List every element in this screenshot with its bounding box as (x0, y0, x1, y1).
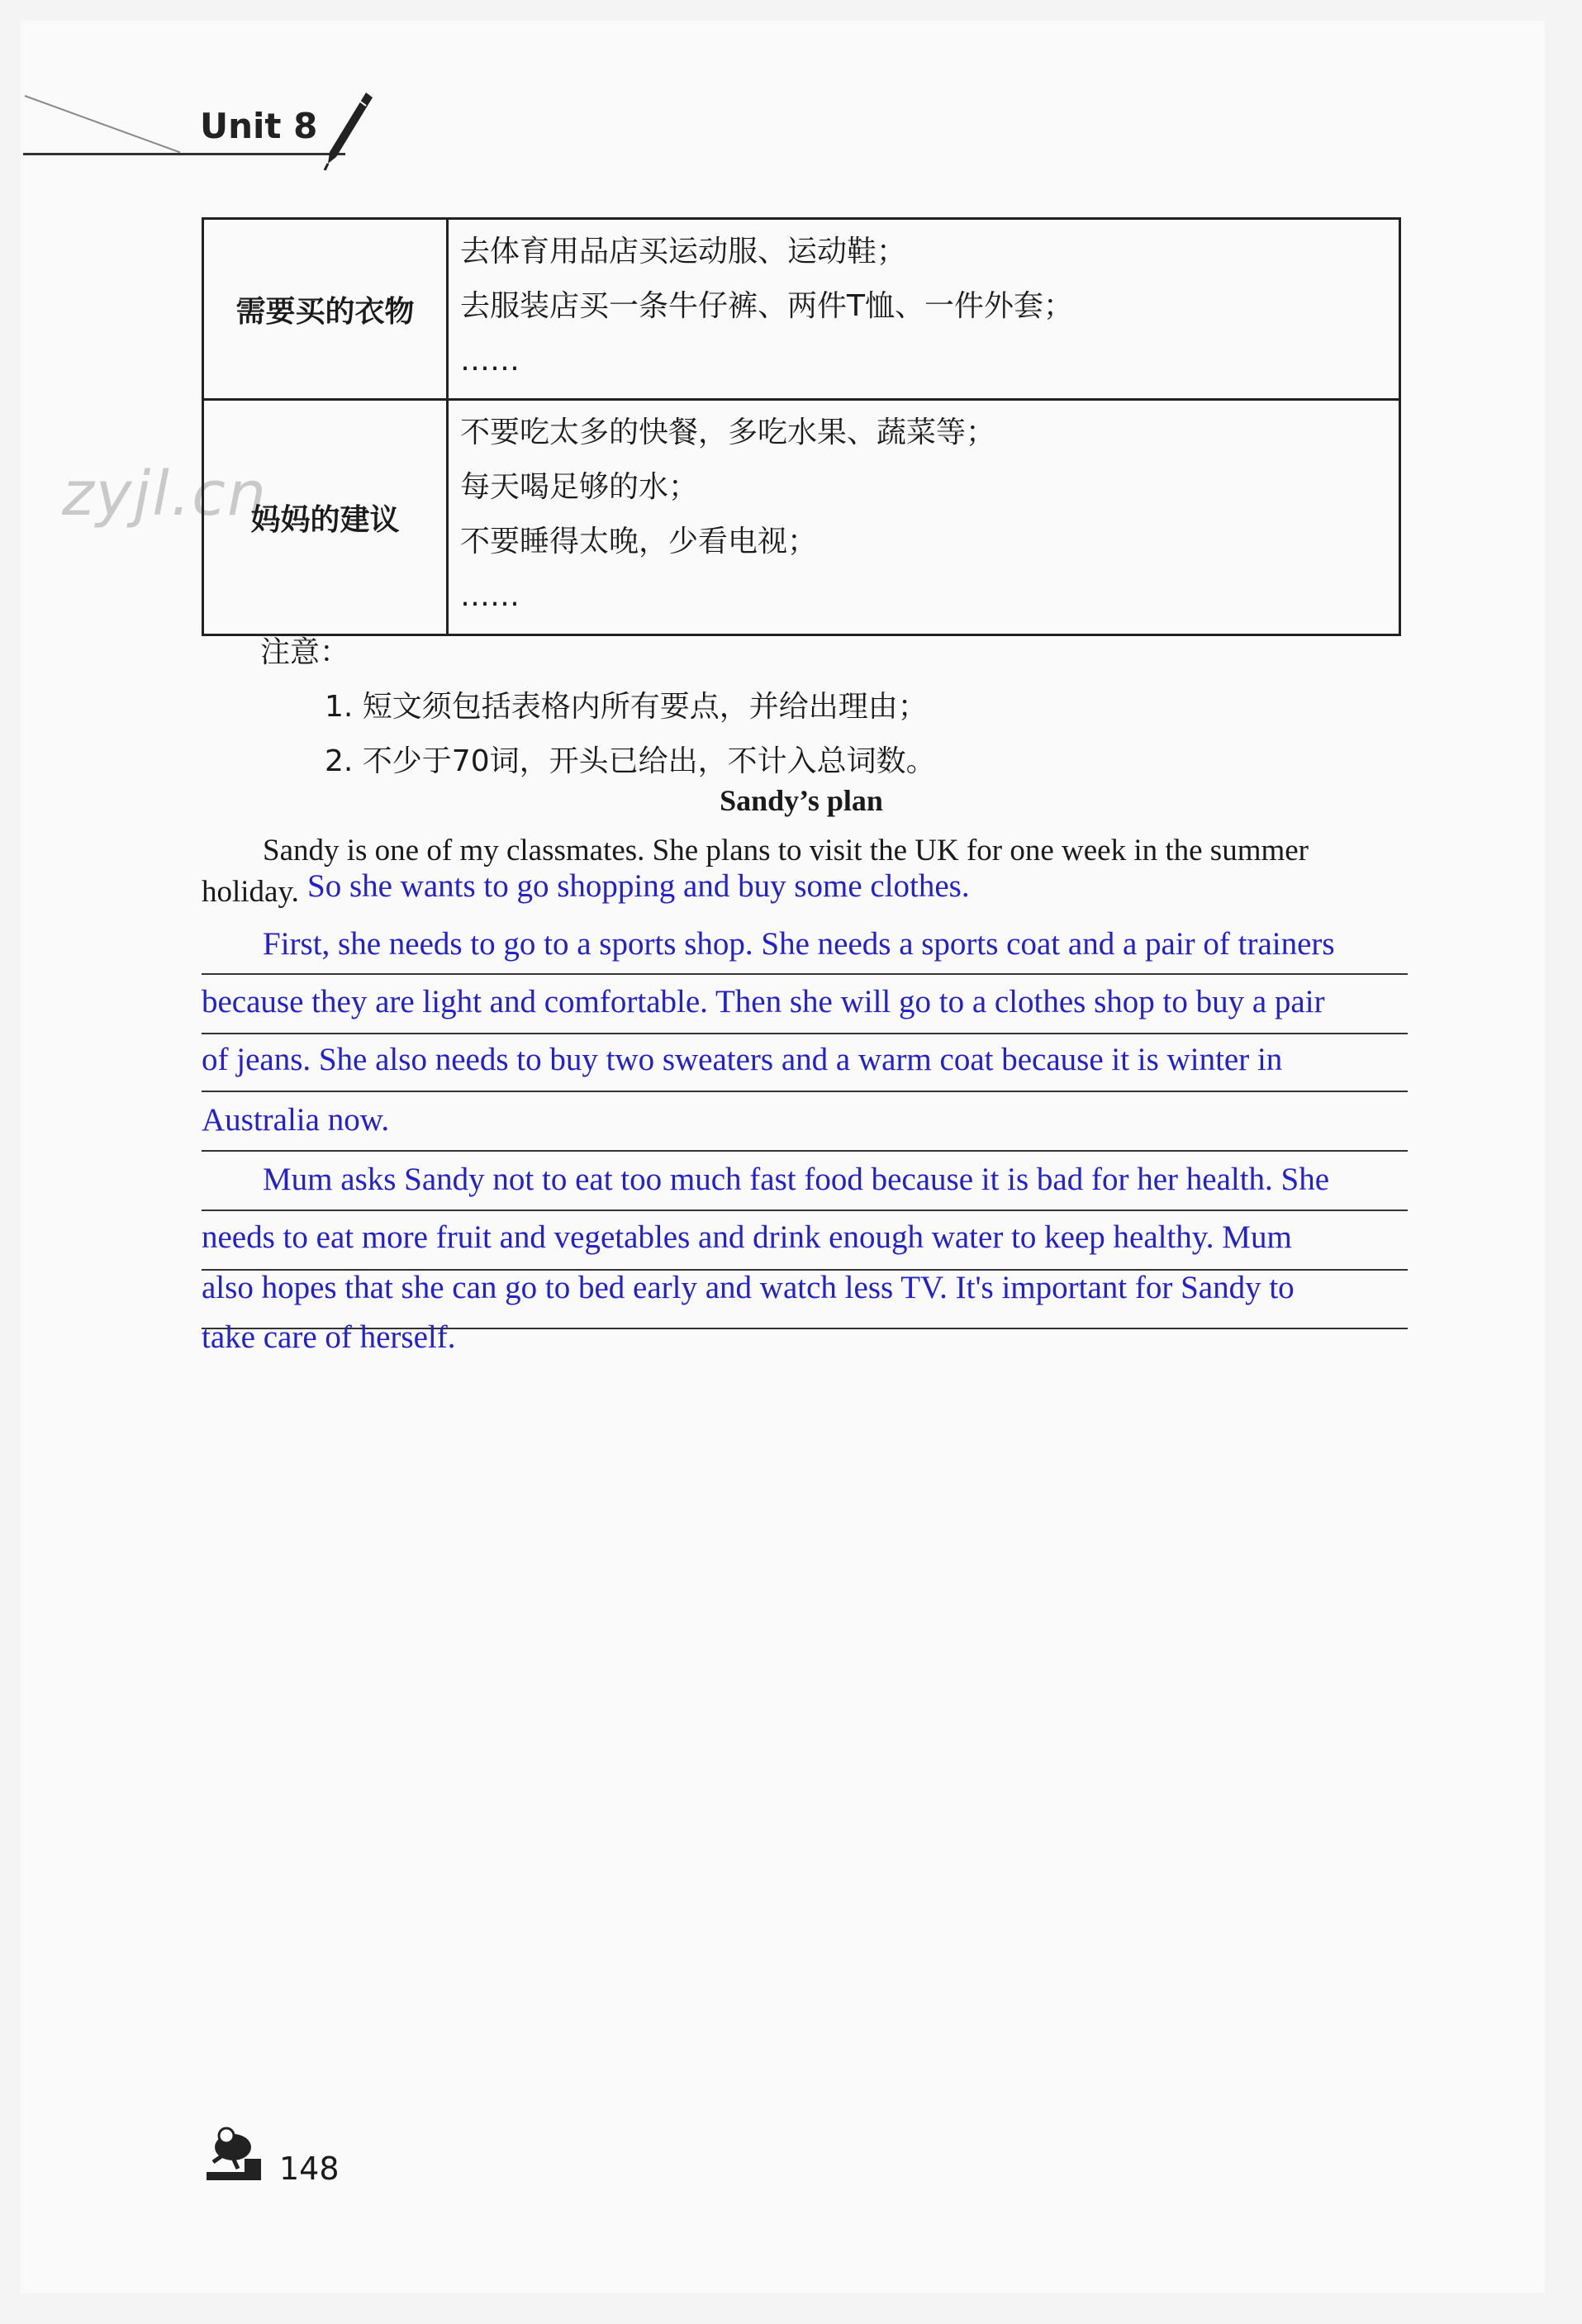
reading-lamp-icon (205, 2117, 271, 2184)
handwritten-line: also hopes that she can go to bed early and watch less TV. It's important for Sandy to (202, 1270, 1295, 1305)
notes-heading: 注意： (260, 635, 350, 669)
intro-line-2-printed: holiday. (202, 875, 299, 909)
content-line: 去体育用品店买运动服、运动鞋； (460, 235, 907, 269)
notes (260, 625, 936, 789)
handwritten-line: Australia now. (202, 1102, 390, 1138)
header-rule (23, 153, 345, 155)
handwritten-line: take care of herself. (202, 1319, 456, 1355)
row-content-advice (448, 400, 1400, 635)
handwritten-line: First, she needs to go to a sports shop. She needs a sports coat and a pair of trainers (263, 926, 1335, 962)
unit-title: Unit 8 (200, 106, 318, 146)
note-item: 2. 不少于70词，开头已给出，不计入总词数。 (325, 744, 936, 778)
page-number: 148 (279, 2151, 340, 2187)
content-line: …… (460, 579, 520, 613)
note-item: 1. 短文须包括表格内所有要点，并给出理由； (325, 690, 928, 724)
table-row (203, 400, 1400, 635)
handwritten-line: So she wants to go shopping and buy some clothes. (307, 868, 970, 904)
essay-title: Sandy’s plan (720, 784, 883, 817)
handwritten-line: of jeans. She also needs to buy two sweaters and a warm coat because it is winter in (202, 1042, 1283, 1077)
watermark: zyjl.cn (62, 459, 268, 530)
content-line: 去服装店买一条牛仔裤、两件T恤、一件外套； (460, 289, 1073, 323)
pen-icon (318, 89, 376, 172)
handwritten-line: Mum asks Sandy not to eat too much fast food because it is bad for her health. She (263, 1162, 1330, 1197)
content-line: …… (460, 344, 520, 378)
info-table (202, 217, 1401, 636)
handwritten-line: needs to eat more fruit and vegetables and drink enough water to keep healthy. Mum (202, 1219, 1292, 1255)
intro-line-1: Sandy is one of my classmates. She plans to visit the UK for one week in the summer (263, 834, 1309, 867)
essay-intro (202, 829, 1408, 872)
content-line: 不要睡得太晚，少看电视； (460, 525, 818, 558)
row-content-clothes (448, 219, 1400, 400)
content-line: 每天喝足够的水； (460, 470, 699, 504)
handwritten-line: because they are light and comfortable. Then she will go to a clothes shop to buy a pair (202, 984, 1325, 1019)
content-line: 不要吃太多的快餐，多吃水果、蔬菜等； (460, 416, 996, 449)
table-row (203, 219, 1400, 400)
row-label-clothes: 需要买的衣物 (203, 219, 448, 400)
row-label-advice: 妈妈的建议 (203, 400, 448, 635)
